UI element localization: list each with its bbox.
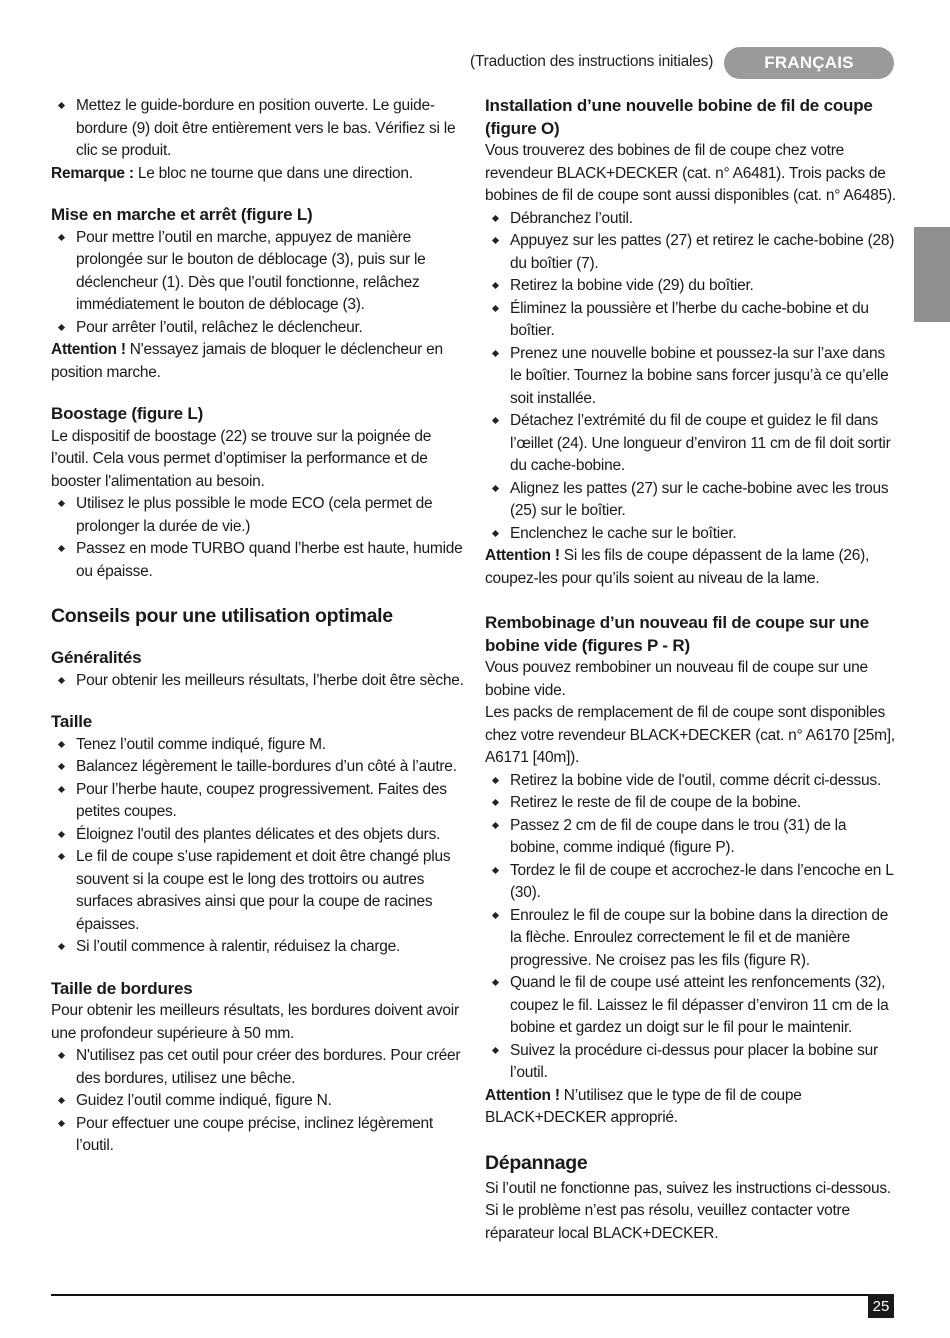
boost-list — [51, 493, 464, 583]
list-item: Retirez le reste de fil de coupe de la bobine. — [485, 792, 897, 815]
list-item: Tenez l’outil comme indiqué, figure M. — [51, 734, 464, 757]
rewind-list — [485, 770, 897, 1085]
warning-label: Attention ! — [485, 1086, 560, 1104]
list-item: N'utilisez pas cet outil pour créer des bordures. Pour créer des bordures, utilisez une bêche. — [51, 1045, 464, 1090]
tips-heading: Conseils pour une utilisation optimale — [51, 605, 393, 627]
rewind-heading: Rembobinage d’un nouveau fil de coupe sur une bobine vide (figures P - R) — [485, 613, 869, 655]
list-item: Retirez la bobine vide (29) du boîtier. — [485, 275, 897, 298]
warning-label: Attention ! — [51, 341, 126, 358]
cut-heading: Taille — [51, 712, 93, 731]
list-item: Éliminez la poussière et l’herbe du cache-bobine et du boîtier. — [485, 298, 897, 343]
list-item: Enclenchez le cache sur le boîtier. — [485, 523, 897, 546]
list-item: Pour arrêter l’outil, relâchez le déclencheur. — [51, 317, 464, 340]
intro-note — [51, 163, 464, 186]
general-list — [51, 670, 464, 693]
list-item: Le fil de coupe s’use rapidement et doit être changé plus souvent si la coupe est le long des trottoirs ou autres surfaces abrasives ainsi que pour la coupe de racines épaisses. — [51, 846, 464, 936]
rewind-text-2: Les packs de remplacement de fil de coupe sont disponibles chez votre revendeur BLACK+DECKER (cat. n° A6170 [25m], A6171 [40m]). — [485, 704, 895, 766]
list-item: Éloignez l'outil des plantes délicates et des objets durs. — [51, 824, 464, 847]
warning-text: Si les fils de coupe dépassent de la lame (26), coupez-les pour qu’ils soient au niveau de la lame. — [485, 547, 870, 587]
edge-text: Pour obtenir les meilleurs résultats, les bordures doivent avoir une profondeur supérieure à 50 mm. — [51, 1002, 459, 1042]
warning-label: Attention ! — [485, 547, 560, 564]
list-item: Débranchez l’outil. — [485, 208, 897, 231]
warning-text: N’utilisez que le type de fil de coupe BLACK+DECKER approprié. — [485, 1086, 802, 1126]
onoff-warning — [51, 339, 464, 384]
edge-list — [51, 1045, 464, 1158]
edge-heading: Taille de bordures — [51, 978, 193, 998]
list-item: Enroulez le fil de coupe sur la bobine dans la direction de la flèche. Enroulez correctement le fil et de manière progressive. Ne croisez pas les fils (figure R). — [485, 905, 897, 973]
section-tab-marker — [914, 227, 950, 322]
list-item: Balancez légèrement le taille-bordures d’un côté à l’autre. — [51, 756, 464, 779]
rewind-warning — [485, 1085, 897, 1130]
list-item: Utilisez le plus possible le mode ECO (cela permet de prolonger la durée de vie.) — [51, 493, 464, 538]
list-item: Suivez la procédure ci-dessus pour placer la bobine sur l’outil. — [485, 1040, 897, 1085]
cut-list — [51, 734, 464, 959]
list-item: Passez en mode TURBO quand l’herbe est haute, humide ou épaisse. — [51, 538, 464, 583]
note-label: Remarque : — [51, 164, 134, 182]
warning-text: N'essayez jamais de bloquer le déclencheur en position marche. — [51, 341, 443, 381]
install-text: Vous trouverez des bobines de fil de coupe chez votre revendeur BLACK+DECKER (cat. n° A6481). Trois packs de bobines de fil de coupe sont aussi disponibles (cat. n° A6485). — [485, 142, 896, 204]
list-item: Tordez le fil de coupe et accrochez-le dans l’encoche en L (30). — [485, 860, 897, 905]
right-column — [485, 95, 897, 1245]
rewind-text-1: Vous pouvez rembobiner un nouveau fil de coupe sur une bobine vide. — [485, 659, 868, 699]
intro-list — [51, 95, 464, 163]
list-item: Passez 2 cm de fil de coupe dans le trou (31) de la bobine, comme indiqué (figure P). — [485, 815, 897, 860]
list-item: Appuyez sur les pattes (27) et retirez le cache-bobine (28) du boîtier (7). — [485, 230, 897, 275]
onoff-list — [51, 227, 464, 340]
list-item: Pour mettre l’outil en marche, appuyez de manière prolongée sur le bouton de déblocage (3), puis sur le déclencheur (1). Dès que l’outil fonctionne, relâchez immédiatement le bouton de déblocage (3). — [51, 227, 464, 317]
list-item: Retirez la bobine vide de l'outil, comme décrit ci-dessus. — [485, 770, 897, 793]
list-item: Guidez l’outil comme indiqué, figure N. — [51, 1090, 464, 1113]
list-item: Détachez l’extrémité du fil de coupe et guidez le fil dans l’œillet (24). Une longueur d’environ 11 cm de fil doit sortir du cache-bobine. — [485, 410, 897, 478]
boost-text: Le dispositif de boostage (22) se trouve sur la poignée de l’outil. Cela vous permet d’optimiser la performance et de booster l'alimentation au besoin. — [51, 427, 432, 490]
install-warning — [485, 545, 897, 590]
list-item: Prenez une nouvelle bobine et poussez-la sur l’axe dans le boîtier. Tournez la bobine sans forcer jusqu’à ce qu’elle soit installée. — [485, 343, 897, 411]
list-item: Pour l’herbe haute, coupez progressivement. Faites des petites coupes. — [51, 779, 464, 824]
onoff-heading: Mise en marche et arrêt (figure L) — [51, 205, 313, 224]
troubleshooting-text: Si l’outil ne fonctionne pas, suivez les instructions ci-dessous. Si le problème n’est pas résolu, veuillez contacter votre réparateur local BLACK+DECKER. — [485, 1179, 891, 1242]
troubleshooting-heading: Dépannage — [485, 1151, 588, 1174]
language-badge: FRANÇAIS — [724, 47, 894, 79]
install-list — [485, 208, 897, 546]
list-item: Si l’outil commence à ralentir, réduisez la charge. — [51, 936, 464, 959]
page-header — [0, 47, 950, 81]
list-item: Quand le fil de coupe usé atteint les renfoncements (32), coupez le fil. Laissez le fil dépasser d’environ 11 cm de la bobine et gardez un doigt sur le fil pour le maintenir. — [485, 972, 897, 1040]
install-heading: Installation d’une nouvelle bobine de fil de coupe (figure O) — [485, 96, 873, 138]
note-text: Le bloc ne tourne que dans une direction. — [133, 164, 413, 182]
translation-note: (Traduction des instructions initiales) — [470, 53, 714, 70]
general-heading: Généralités — [51, 648, 142, 667]
list-item: Pour effectuer une coupe précise, inclinez légèrement l’outil. — [51, 1113, 464, 1158]
list-item: Alignez les pattes (27) sur le cache-bobine avec les trous (25) sur le boîtier. — [485, 478, 897, 523]
list-item: Pour obtenir les meilleurs résultats, l’herbe doit être sèche. — [51, 670, 464, 693]
boost-heading: Boostage (figure L) — [51, 404, 204, 423]
list-item: Mettez le guide-bordure en position ouverte. Le guide-bordure (9) doit être entièrement vers le bas. Vérifiez si le clic se produit. — [51, 95, 464, 163]
page-number: 25 — [868, 1294, 894, 1318]
footer-rule — [51, 1294, 894, 1296]
left-column — [51, 95, 464, 1158]
